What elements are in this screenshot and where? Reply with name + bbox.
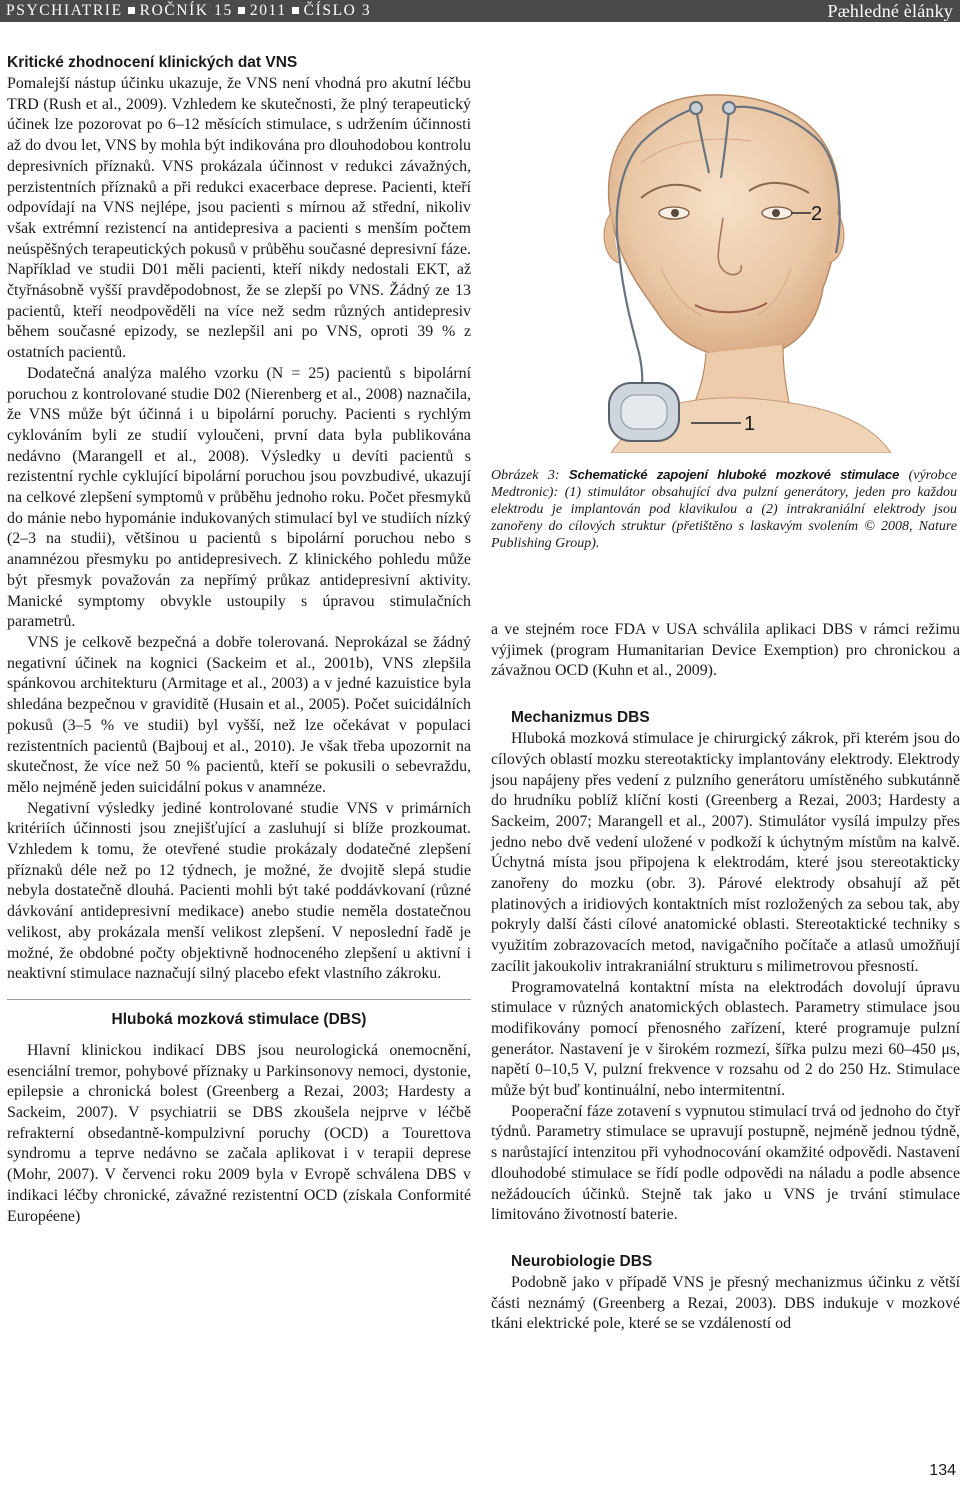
right-column <box>491 620 960 1335</box>
caption-prefix: Obrázek 3: <box>491 468 560 483</box>
journal-header-bar <box>0 0 960 22</box>
paragraph: Negativní výsledky jediné kontrolované studie VNS v primárních kritériích účinnosti jsou znejišťující a zasluhují si blíže prozkoumat. Vzhledem k tomu, že otevřené studie prokázaly dodatečné zlepšení příznaků déle než po 12 týdnech, je možné, že dvojitě slepá studie nebyla dostatečně dlouhá. Pacienti mohli být také poddávkovaní (různé dávkování antidepresivní medikace) anebo studie neměla dostatečnou velikost, aby prokázala menší velikost zlepšení. V neposlední řadě je možné, že obdobné počty objektivně hodnoceného zlepšení u aktivní i neaktivní stimulace naznačují silný placebo efekt vlastního zákroku. <box>7 799 471 983</box>
figure-dbs-illustration <box>491 53 960 453</box>
pulse-generator <box>609 383 679 441</box>
paragraph: Programovatelná kontaktní místa na elektrodách dovolují úpravu stimulace v různých anatomických oblastech. Parametry stimulace jsou modifikovány pomocí přenosného zařízení, které programuje pulzní generátor. Nastavení je v širokém rozmezí, šířka pulzu mezi 60–450 μs, napětí 0–10,5 V, pulzní frekvence v rozsahu od 2 do 250 Hz. Stimulace může být buď kontinuální, nebo intermitentní. <box>491 978 960 1100</box>
paragraph: Dodatečná analýza malého vzorku (N = 25) pacientů s bipolární poruchou z kontrolované studie D02 (Nierenberg et al., 2008) naznačila, že VNS může být účinná i u bipolární poruchy. Pacienti s rychlým cyklováním byli ze studií vyloučeni, první data byla publikována nedávno (Marangell et al., 2008). Výsledky u devíti pacientů s rezistentní rychle cyklující bipolární poruchou jsou povzbudivé, ukazují na celkové zlepšení symptomů v průběhu jednoho roku. Počet přesmyků do mánie nebo hypománie indukovaných stimulací byl ve studiích nízký (2–3 na studii), většinou u pacientů s bipolární poruchou nebo s anamnézou přesmyku po antidepresivech. Z klinického pohledu může být přesmyk považován za nepřímý průkaz antidepresivní aktivity. Manické symptomy obvykle ustoupily s úpravou stimulačních parametrů. <box>7 364 471 631</box>
spacer <box>491 1226 960 1252</box>
square-separator-icon <box>128 7 135 14</box>
section-label: Pæhledné èlánky <box>827 0 953 21</box>
journal-issue: ČÍSLO 3 <box>303 2 372 19</box>
paragraph: Hlavní klinickou indikací DBS jsou neurologická onemocnění, esenciální tremor, pohybové příznaky u Parkinsonovy nemoci, dystonie, epilepsie a chronická bolest (Greenberg a Rezai, 2003; Hardesty a Sackeim, 2007). V psychiatrii se DBS zkoušela nejprve v léčbě refrakterní obsedantně-kompulzivní poruchy (OCD) a Tourettova syndromu a teprve nedávno se začala aplikovat i v terapii deprese (Mohr, 2007). V červenci roku 2009 byla v Evropě schválena DBS v indikaci léčby chronické, závažné rezistentní OCD (získala Conformité Européene) <box>7 1041 471 1225</box>
section-divider <box>7 999 471 1000</box>
paragraph: Pooperační fáze zotavení s vypnutou stimulací trvá od jednoho do čtyř týdnů. Parametry stimulace se upravují postupně, nejméně jednou týdně, s narůstající intenzitou při vyhodnocování okamžité odpovědi. Nastavení dlouhodobé stimulace se řídí podle odpovědi na náladu a podle absence nežádoucích účinků. Stejně tak jako u VNS je trvání stimulace limitováno životností baterie. <box>491 1102 960 1224</box>
heading-dbs-mechanism: Mechanizmus DBS <box>511 709 650 727</box>
paragraph: VNS je celkově bezpečná a dobře tolerovaná. Neprokázal se žádný negativní účinek na kognici (Sackeim et al., 2001b), VNS zlepšila spánkovou architekturu (Armitage et al., 2003) a v jedné kazuistice byla shledána bezpečnou v graviditě (Husain et al., 2005). Počet suicidálních pokusů (3–5 % ve studii) byl vyšší, než lze očekávat v populaci rezistentních pacientů (Bajbouj et al., 2010). Je však třeba upozornit na skutečnost, že více než 50 % pacientů, kteří se pokusili o sebevraždu, mělo nejméně jeden suicidální pokus v anamnéze. <box>7 633 471 796</box>
paragraph: Pomalejší nástup účinku ukazuje, že VNS není vhodná pro akutní léčbu TRD (Rush et al., 2009). Vzhledem ke skutečnosti, že plný terapeutický účinek lze pozorovat po 6–12 měsících stimulace, s udržením účinnosti až do dvou let, VNS by mohla být indikována pro dlouhodobou kontrolu depresivních příznaků. VNS prokázala účinnost v redukci závažných, perzistentních příznaků a při redukci exacerbace deprese. Pacienti, kteří odpovídají na VNS nejlépe, jsou pacienti s mírnou až střední, nikoliv však extrémní rezistencí na antidepresiva a pacienti s menším počtem neúspěšných terapeutických pokusů v průběhu současné depresivní fáze. Například ve studii D01 měli pacienti, kteří nikdy nedostali EKT, až čtyřnásobně vyšší pravděpodobnost, že se zlepší po VNS. Žádný ze 13 pacientů, kteří neodpověděli na více než sedm různých antidepresiv během současné epizody, se nezlepšil ani po VNS, oproti 39 % z ostatních pacientů. <box>7 75 471 362</box>
journal-volume: ROČNÍK 15 <box>139 2 233 19</box>
heading-dbs-neurobiology: Neurobiologie DBS <box>511 1252 653 1270</box>
dbs-head-illustration <box>491 53 960 453</box>
heading-vns-critique: Kritické zhodnocení klinických dat VNS <box>7 54 298 71</box>
square-separator-icon <box>292 7 299 14</box>
figure-label-2: 2 <box>811 203 823 225</box>
paragraph: Hluboká mozková stimulace je chirurgický zákrok, při kterém jsou do cílových oblastí mozku stereotakticky implantovány elektrody. Elektrody jsou napájeny přes vedení z pulzního generátoru umístěného subkutánně do hrudníku poblíž klíční kosti (Greenberg a Rezai, 2003; Hardesty a Sackeim, 2007; Marangell et al., 2007). Stimulátor vysílá impulzy přes jedno nebo dvě vedení uložené v podkoží k úchytným místům na kalvě. Úchytná místa jsou připojena k elektrodám, které jsou stereotakticky zanořeny do mozku (obr. 3). Párové elektrody obsahují až pět platinových a iridiových kontaktních míst rozložených za sebou tak, aby pokryly další části cílové anatomické oblasti. Stereotaktické techniky s využitím zobrazovacích metod, navigačního počítače a atlasů umožňují zacílit jakoukoliv intrakraniální strukturu s milimetrovou přesností. <box>491 730 960 975</box>
journal-info <box>6 2 371 20</box>
heading-dbs: Hluboká mozková stimulace (DBS) <box>111 1010 367 1028</box>
figure-caption <box>491 466 957 552</box>
page-number: 134 <box>929 1462 956 1479</box>
square-separator-icon <box>238 7 245 14</box>
journal-year: 2011 <box>249 2 287 19</box>
caption-text: (výrobce Medtronic): (1) stimulátor obsahující dva pulzní generátory, jeden pro každou elektrodu je implantován pod klavikulou a (2) intrakraniální elektrody jsou zanořeny do cílových struktur (přetištěno s laskavým svolením © 2008, Nature Publishing Group). <box>491 468 958 551</box>
left-column <box>7 53 471 1227</box>
journal-name: PSYCHIATRIE <box>6 2 123 19</box>
figure-label-1: 1 <box>744 413 756 435</box>
paragraph: Podobně jako v případě VNS je přesný mechanizmus účinku z větší části neznámý (Greenberg a Rezai, 2003). DBS indukuje v mozkové tkáni elektrické pole, které se se vzdáleností od <box>491 1273 960 1333</box>
caption-title: Schematické zapojení hluboké mozkové stimulace <box>568 467 900 482</box>
spacer <box>491 682 960 708</box>
paragraph: a ve stejném roce FDA v USA schválila aplikaci DBS v rámci režimu výjimek (program Humanitarian Device Exemption) pro chronickou a závažnou OCD (Kuhn et al., 2009). <box>491 621 960 680</box>
